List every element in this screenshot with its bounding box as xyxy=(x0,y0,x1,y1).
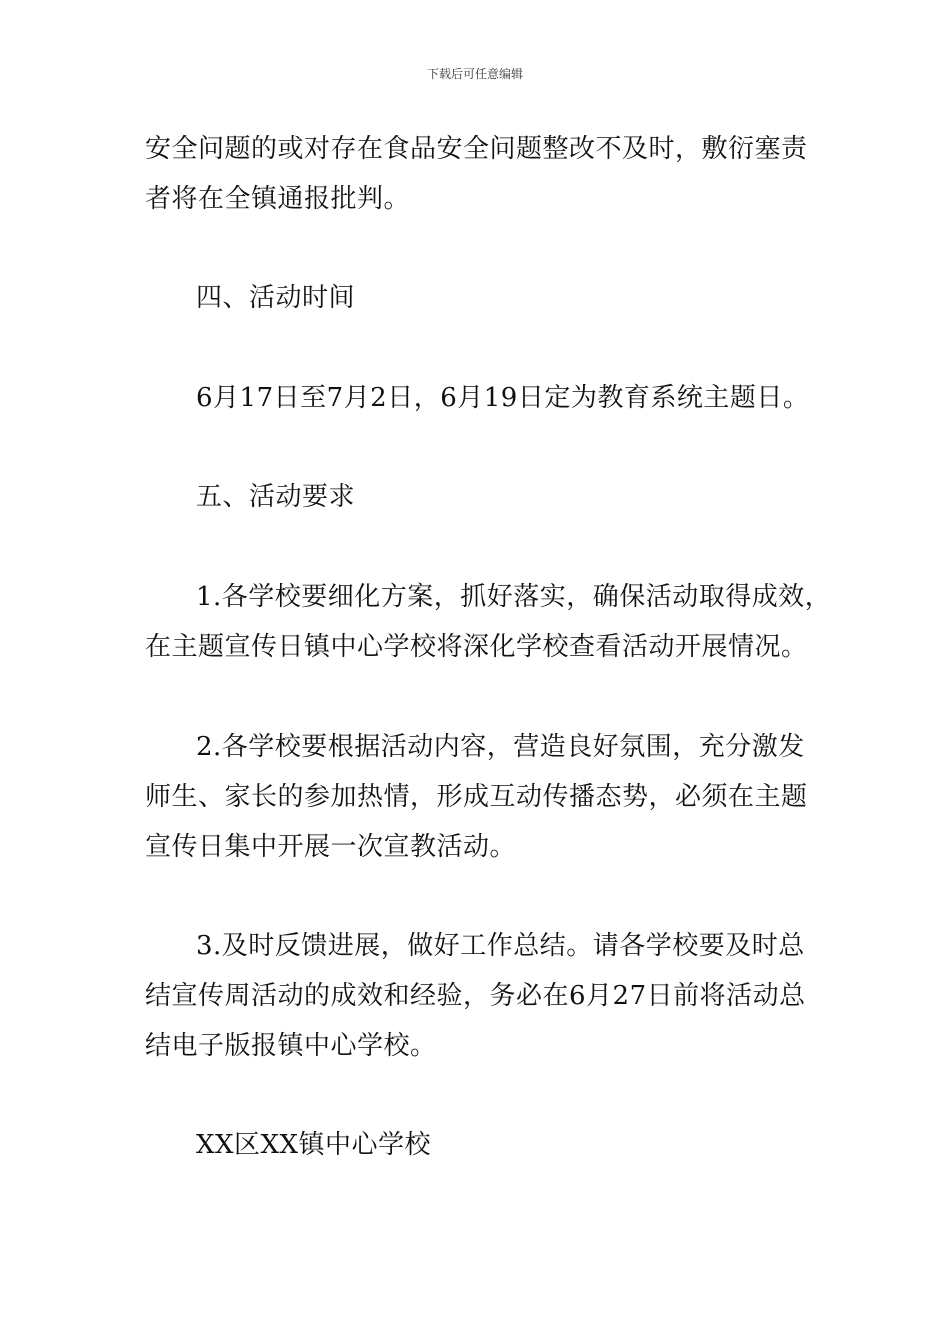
paragraph-line: 3.及时反馈进展，做好工作总结。请各学校要及时总 xyxy=(196,931,805,961)
paragraph-line: 师生、家长的参加热情，形成互动传播态势，必须在主题 xyxy=(145,782,808,812)
paragraph-line: 2.各学校要根据活动内容，营造良好氛围，充分激发 xyxy=(196,732,805,762)
paragraph-line: 结宣传周活动的成效和经验，务必在6月27日前将活动总 xyxy=(145,981,806,1011)
paragraph-line: 结电子版报镇中心学校。 xyxy=(145,1031,437,1061)
paragraph-line: 宣传日集中开展一次宣教活动。 xyxy=(145,832,517,862)
section-heading-time: 四、活动时间 xyxy=(196,283,356,313)
paragraph-line: 1.各学校要细化方案，抓好落实，确保活动取得成效， xyxy=(196,582,832,612)
section-heading-requirements: 五、活动要求 xyxy=(196,482,356,512)
signature-organization: XX区XX镇中心学校 xyxy=(196,1130,432,1160)
paragraph-line: 者将在全镇通报批判。 xyxy=(145,184,411,214)
paragraph-line: 在主题宣传日镇中心学校将深化学校查看活动开展情况。 xyxy=(145,632,808,662)
paragraph-line: 6月17日至7月2日，6月19日定为教育系统主题日。 xyxy=(196,383,810,413)
page-header-note: 下载后可任意编辑 xyxy=(426,67,523,81)
paragraph-line: 安全问题的或对存在食品安全问题整改不及时，敷衍塞责 xyxy=(145,134,808,164)
